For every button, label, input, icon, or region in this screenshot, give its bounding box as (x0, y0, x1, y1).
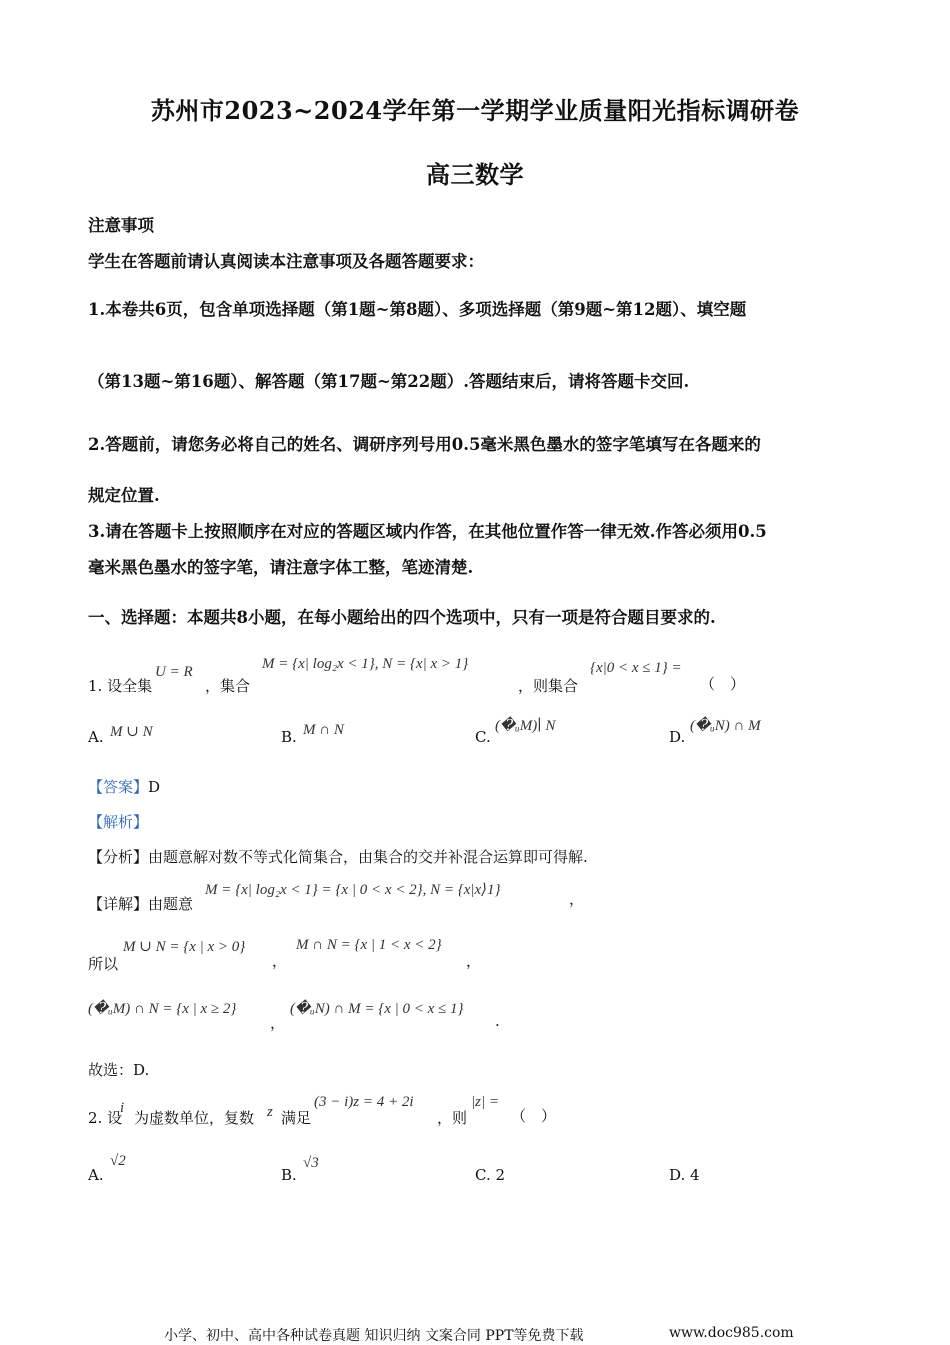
q2-math-equation: (3 − i)z = 4 + 2i (314, 1094, 414, 1110)
notice-item-3-line-1: 3.请在答题卡上按照顺序在对应的答题区域内作答，在其他位置作答一律无效.作答必须用0.5 (88, 522, 767, 541)
detail-tag: 【详解】 (88, 895, 149, 913)
footer-url[interactable]: www.doc985.com (669, 1325, 794, 1341)
q1-paren: （ ） (700, 675, 746, 693)
sep-3: ， (270, 1014, 286, 1032)
notice-item-2-line-1: 2.答题前，请您务必将自己的姓名、调研序列号用0.5毫米黑色墨水的签字笔填写在各题来的 (88, 435, 761, 454)
q2-text-c: 满足 (281, 1109, 312, 1127)
complement-1-math: (�ᵤM) ∩ N = {x | x ≥ 2} (88, 1001, 237, 1017)
q1-math-u: U = R (155, 664, 193, 680)
fenxi-tag: 【分析】 (88, 848, 149, 866)
q2-paren: （ ） (511, 1107, 557, 1125)
q2-math-i: i (120, 1100, 125, 1116)
q1-option-d-math: (�ᵤN) ∩ M (690, 718, 761, 734)
detail-line (88, 893, 193, 914)
detail-text: 由题意 (148, 895, 194, 913)
q1-text-c: ，则集合 (518, 677, 579, 695)
q1-option-a-label: A. (88, 728, 104, 746)
footer-text: 小学、初中、高中各种试卷真题 知识归纳 文案合同 PPT等免费下载 (164, 1328, 584, 1344)
notice-item-3-line-2: 毫米黑色墨水的签字笔，请注意字体工整，笔迹清楚. (88, 558, 474, 577)
section-1-heading: 一、选择题：本题共8小题，在每小题给出的四个选项中，只有一项是符合题目要求的. (88, 608, 716, 627)
complement-2-math: (�ᵤN) ∩ M = {x | 0 < x ≤ 1} (290, 1001, 464, 1017)
q2-text-d: ，则 (437, 1109, 468, 1127)
q2-option-d: D. 4 (669, 1166, 700, 1184)
q1-answer-line (88, 776, 160, 797)
detail-comma: ， (569, 890, 585, 908)
intersection-math: M ∩ N = {x | 1 < x < 2} (296, 937, 442, 953)
q1-option-a-math: M ∪ N (110, 724, 153, 740)
answer-tag: 【答案】 (88, 778, 149, 796)
q2-math-z: z (267, 1104, 273, 1120)
q1-option-d-label: D. (669, 728, 686, 746)
q2-option-b-math: √3 (303, 1155, 319, 1171)
q2-option-c: C. 2 (475, 1166, 506, 1184)
q1-option-c-math: (�ᵤM)∣ N (495, 718, 556, 734)
notice-item-1-line-2: （第13题~第16题）、解答题（第17题~第22题）.答题结束后，请将答题卡交回. (88, 372, 690, 391)
analysis-tag: 【解析】 (88, 813, 149, 831)
sep-2: ， (466, 952, 482, 970)
q1-option-b-label: B. (281, 728, 297, 746)
fenxi-text: 由题意解对数不等式化简集合，由集合的交并补混合运算即可得解. (148, 848, 588, 866)
q1-text-a: 1. 设全集 (88, 677, 153, 695)
end-dot: . (495, 1012, 500, 1030)
q2-text-a: 2. 设 (88, 1109, 123, 1127)
q2-option-a-label: A. (88, 1166, 104, 1184)
notice-item-1-line-1: 1.本卷共6页，包含单项选择题（第1题~第8题）、多项选择题（第9题~第12题）、填空题 (88, 300, 747, 319)
notice-heading: 注意事项 (88, 216, 154, 235)
sep-1: ， (272, 952, 288, 970)
q1-text-b: ，集合 (205, 677, 251, 695)
detail-math: M = {x| log₂x < 1} = {x | 0 < x < 2}, N = {x|x⟩1} (205, 882, 501, 898)
q2-math-abs: |z| = (471, 1094, 499, 1110)
fenxi-line (88, 846, 588, 867)
notice-intro: 学生在答题前请认真阅读本注意事项及各题答题要求： (88, 252, 484, 271)
q2-text-b: 为虚数单位，复数 (134, 1109, 255, 1127)
q1-choose: 故选：D. (88, 1061, 150, 1079)
answer-value: D (148, 778, 161, 796)
q1-option-b-math: M ∩ N (303, 722, 344, 738)
notice-item-2-line-2: 规定位置. (88, 486, 160, 505)
page-subtitle: 高三数学 (426, 160, 524, 189)
suoyi-text: 所以 (88, 955, 119, 973)
q1-math-target-set: {x|0 < x ≤ 1} = (590, 660, 682, 676)
q1-option-c-label: C. (475, 728, 491, 746)
q1-math-sets: M = {x| log₂x < 1}, N = {x| x > 1} (262, 656, 469, 672)
q2-option-b-label: B. (281, 1166, 297, 1184)
q2-option-a-math: √2 (110, 1153, 126, 1169)
page-title: 苏州市2023~2024学年第一学期学业质量阳光指标调研卷 (150, 96, 800, 125)
union-math: M ∪ N = {x | x > 0} (123, 939, 246, 955)
